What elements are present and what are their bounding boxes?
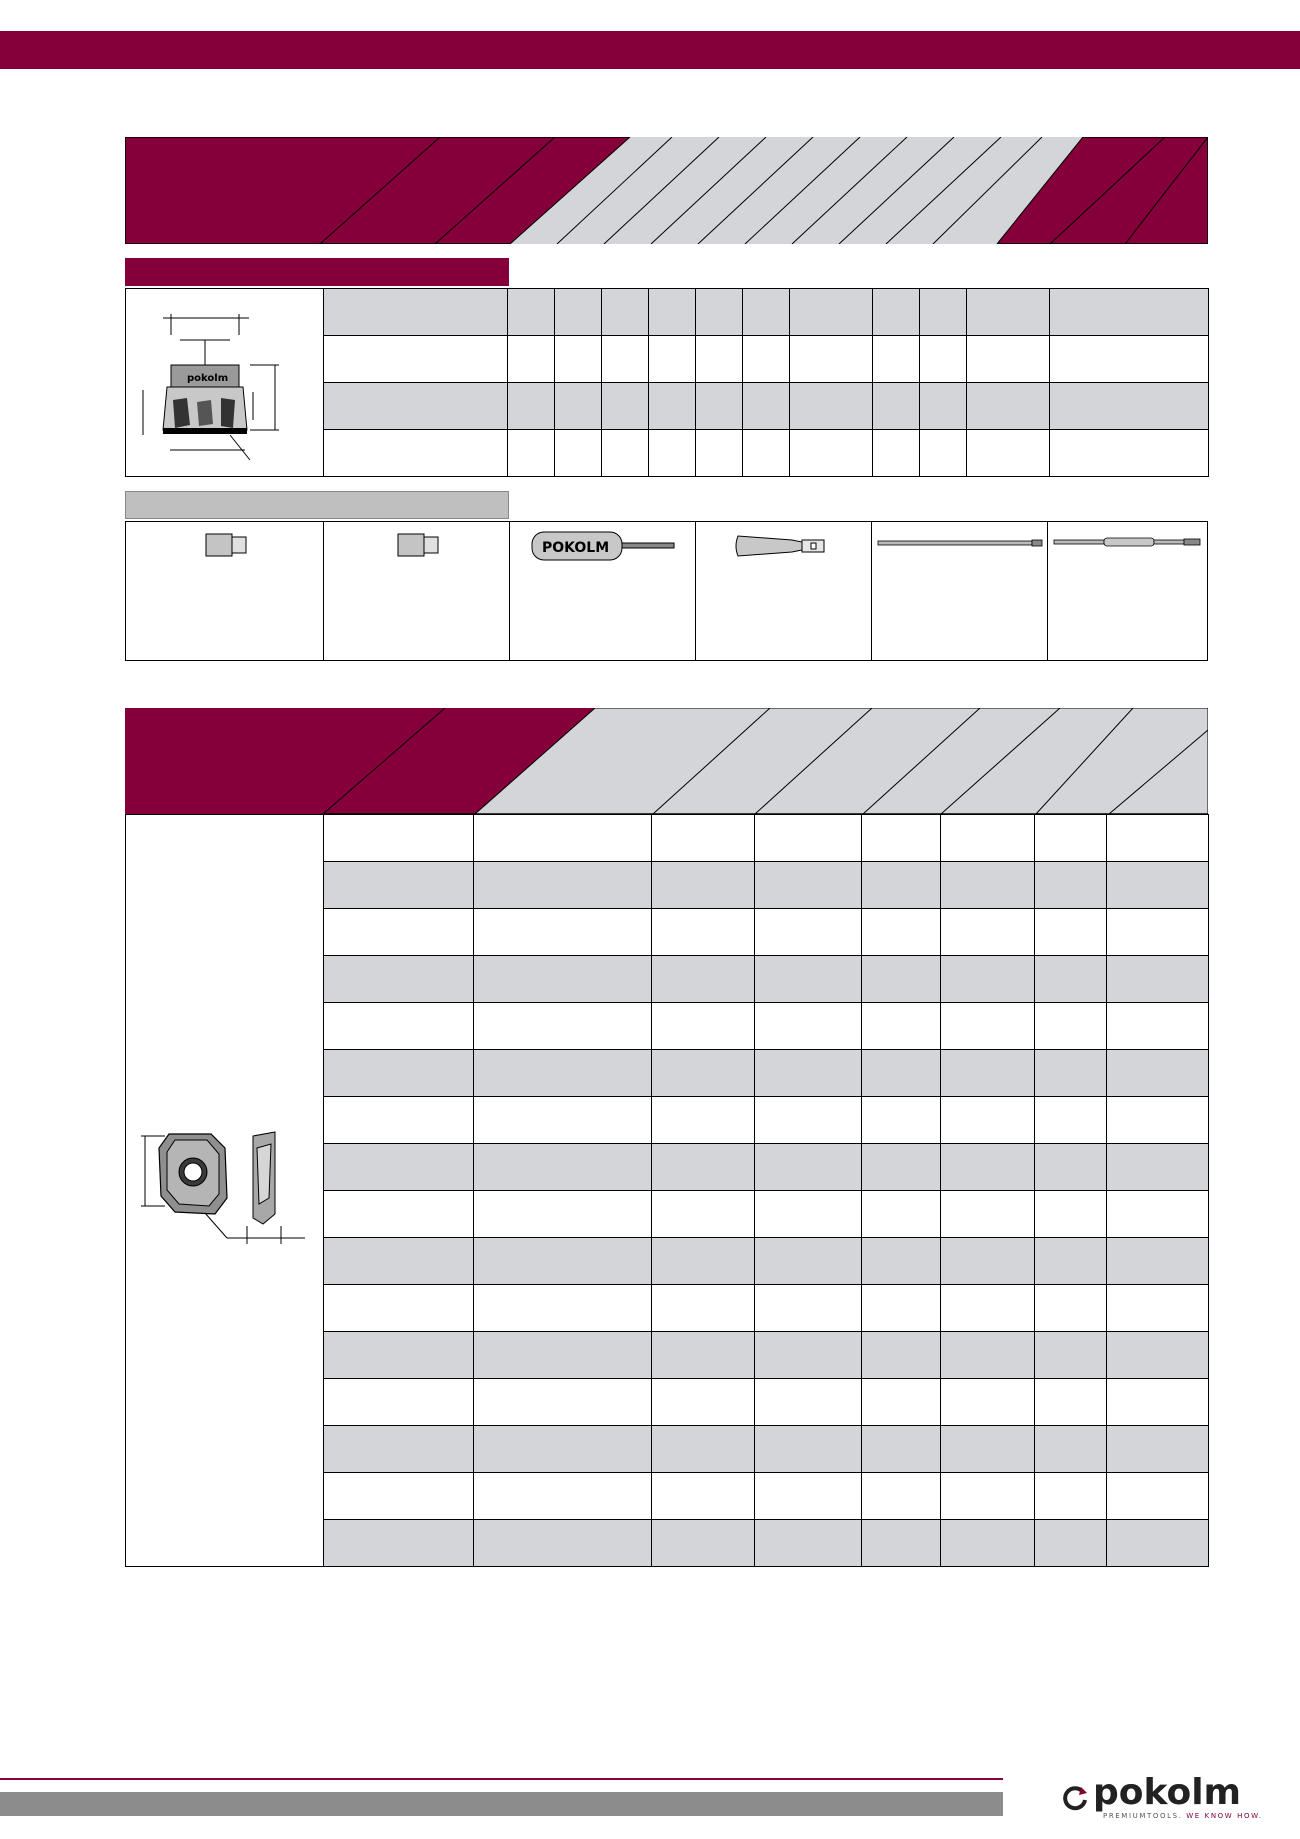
cutter-header-cell — [649, 289, 696, 336]
cutter-header-banner — [125, 137, 1208, 244]
insert-drawing-cell — [126, 815, 324, 1567]
cutter-header-cell — [873, 289, 920, 336]
cutter-header-cell — [324, 289, 508, 336]
cutter-header-cell — [555, 289, 602, 336]
clamping-screw-icon — [394, 530, 442, 560]
logo-tagline-right: WE KNOW HOW. — [1186, 1812, 1263, 1820]
accessory-cell — [510, 522, 696, 660]
insert-header-banner — [125, 708, 1208, 814]
accessories-section-bar — [125, 491, 509, 519]
cutter-header-cell — [790, 289, 873, 336]
logo-tagline-left: PREMIUMTOOLS. — [1103, 1812, 1183, 1820]
indexable-insert-drawing-icon — [135, 1118, 315, 1258]
cutter-header-cell — [743, 289, 790, 336]
insert-table — [125, 814, 1209, 1567]
accessory-cell — [126, 522, 324, 660]
clamping-screw-icon — [202, 530, 250, 560]
cutter-table-header-row — [126, 289, 1209, 336]
insert-table-row — [126, 815, 1209, 862]
footer-line — [0, 1778, 1003, 1780]
accessory-cell — [696, 522, 872, 660]
pokolm-logo — [1057, 1772, 1263, 1826]
cutter-header-cell — [920, 289, 967, 336]
footer-bar — [0, 1792, 1003, 1816]
cutter-header-cell — [602, 289, 649, 336]
handle-icon — [732, 528, 842, 564]
logo-mark-icon — [1061, 1784, 1089, 1812]
cutter-table — [125, 288, 1209, 477]
svg-text:POKOLM: POKOLM — [542, 540, 610, 556]
cutter-header-cell — [967, 289, 1050, 336]
accessory-cell — [872, 522, 1048, 660]
accessories-row — [125, 521, 1208, 661]
accessory-cell — [324, 522, 510, 660]
torx-screwdriver-icon — [530, 528, 680, 564]
logo-word: pokolm — [1093, 1772, 1242, 1813]
cutter-section-bar — [125, 258, 509, 286]
blade-icon — [876, 536, 1044, 550]
accessory-cell — [1048, 522, 1207, 660]
svg-text:pokolm: pokolm — [186, 373, 228, 384]
cutter-header-cell — [508, 289, 555, 336]
cutter-drawing-cell — [126, 289, 324, 477]
cutter-header-cell — [1050, 289, 1209, 336]
torque-blade-icon — [1052, 534, 1204, 550]
cutter-header-cell — [696, 289, 743, 336]
logo-tagline — [1103, 1812, 1263, 1820]
milling-cutter-drawing-icon — [135, 290, 315, 470]
top-brand-bar — [0, 31, 1300, 69]
